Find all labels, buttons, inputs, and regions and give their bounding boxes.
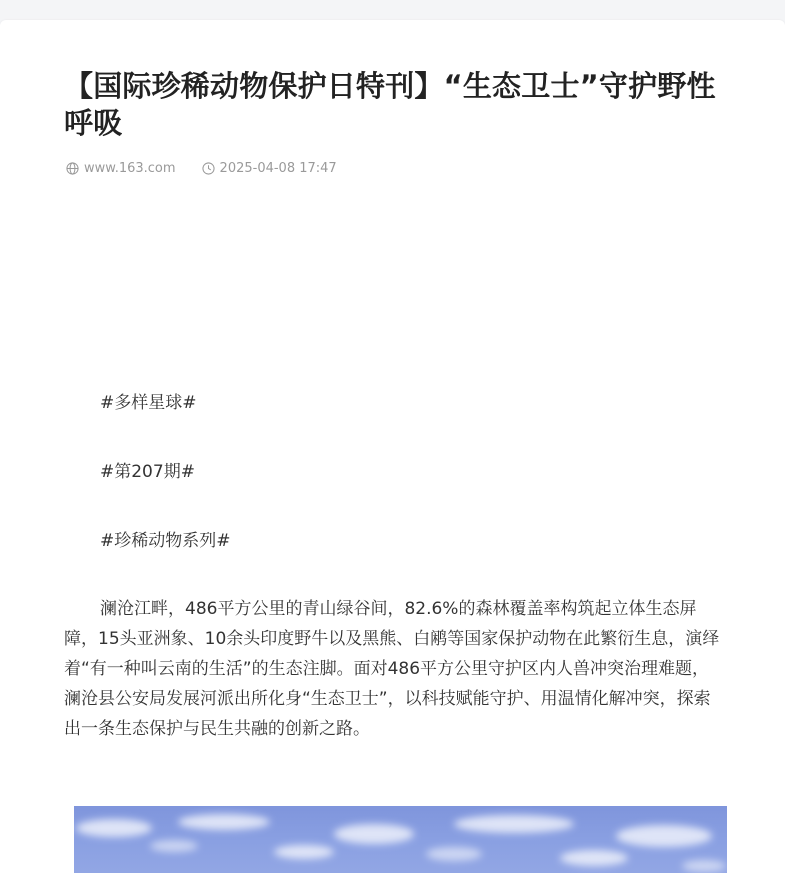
article-hero-image: [74, 806, 727, 873]
article-intro-paragraph: 澜沧江畔，486平方公里的青山绿谷间，82.6%的森林覆盖率构筑起立体生态屏障，15头亚洲象、10余头印度野牛以及黑熊、白鹇等国家保护动物在此繁衍生息，演绎着“有一种叫云南的生活”的生态注脚。面对486平方公里守护区内人兽冲突治理难题，澜沧县公安局发展河派出所化身“生态卫士”，以科技赋能守护、用温情化解冲突，探索出一条生态保护与民生共融的创新之路。: [64, 599, 720, 739]
article-card: [0, 20, 785, 873]
article-meta: [66, 159, 337, 177]
article-title: 【国际珍稀动物保护日特刊】“生态卫士”守护野性呼吸: [64, 69, 716, 140]
source-link[interactable]: www.163.com: [84, 160, 176, 176]
publish-datetime: 2025-04-08 17:47: [219, 160, 337, 176]
sky-clouds-image: [74, 806, 727, 873]
article-source[interactable]: [66, 161, 176, 176]
hashtag-issue-number: #第207期#: [100, 462, 195, 482]
hashtag-rare-animals: #珍稀动物系列#: [100, 531, 231, 551]
globe-icon: [66, 162, 79, 175]
clock-icon: [202, 162, 215, 175]
hashtag-diverse-planet: #多样星球#: [100, 393, 197, 413]
article-time: [202, 161, 337, 176]
